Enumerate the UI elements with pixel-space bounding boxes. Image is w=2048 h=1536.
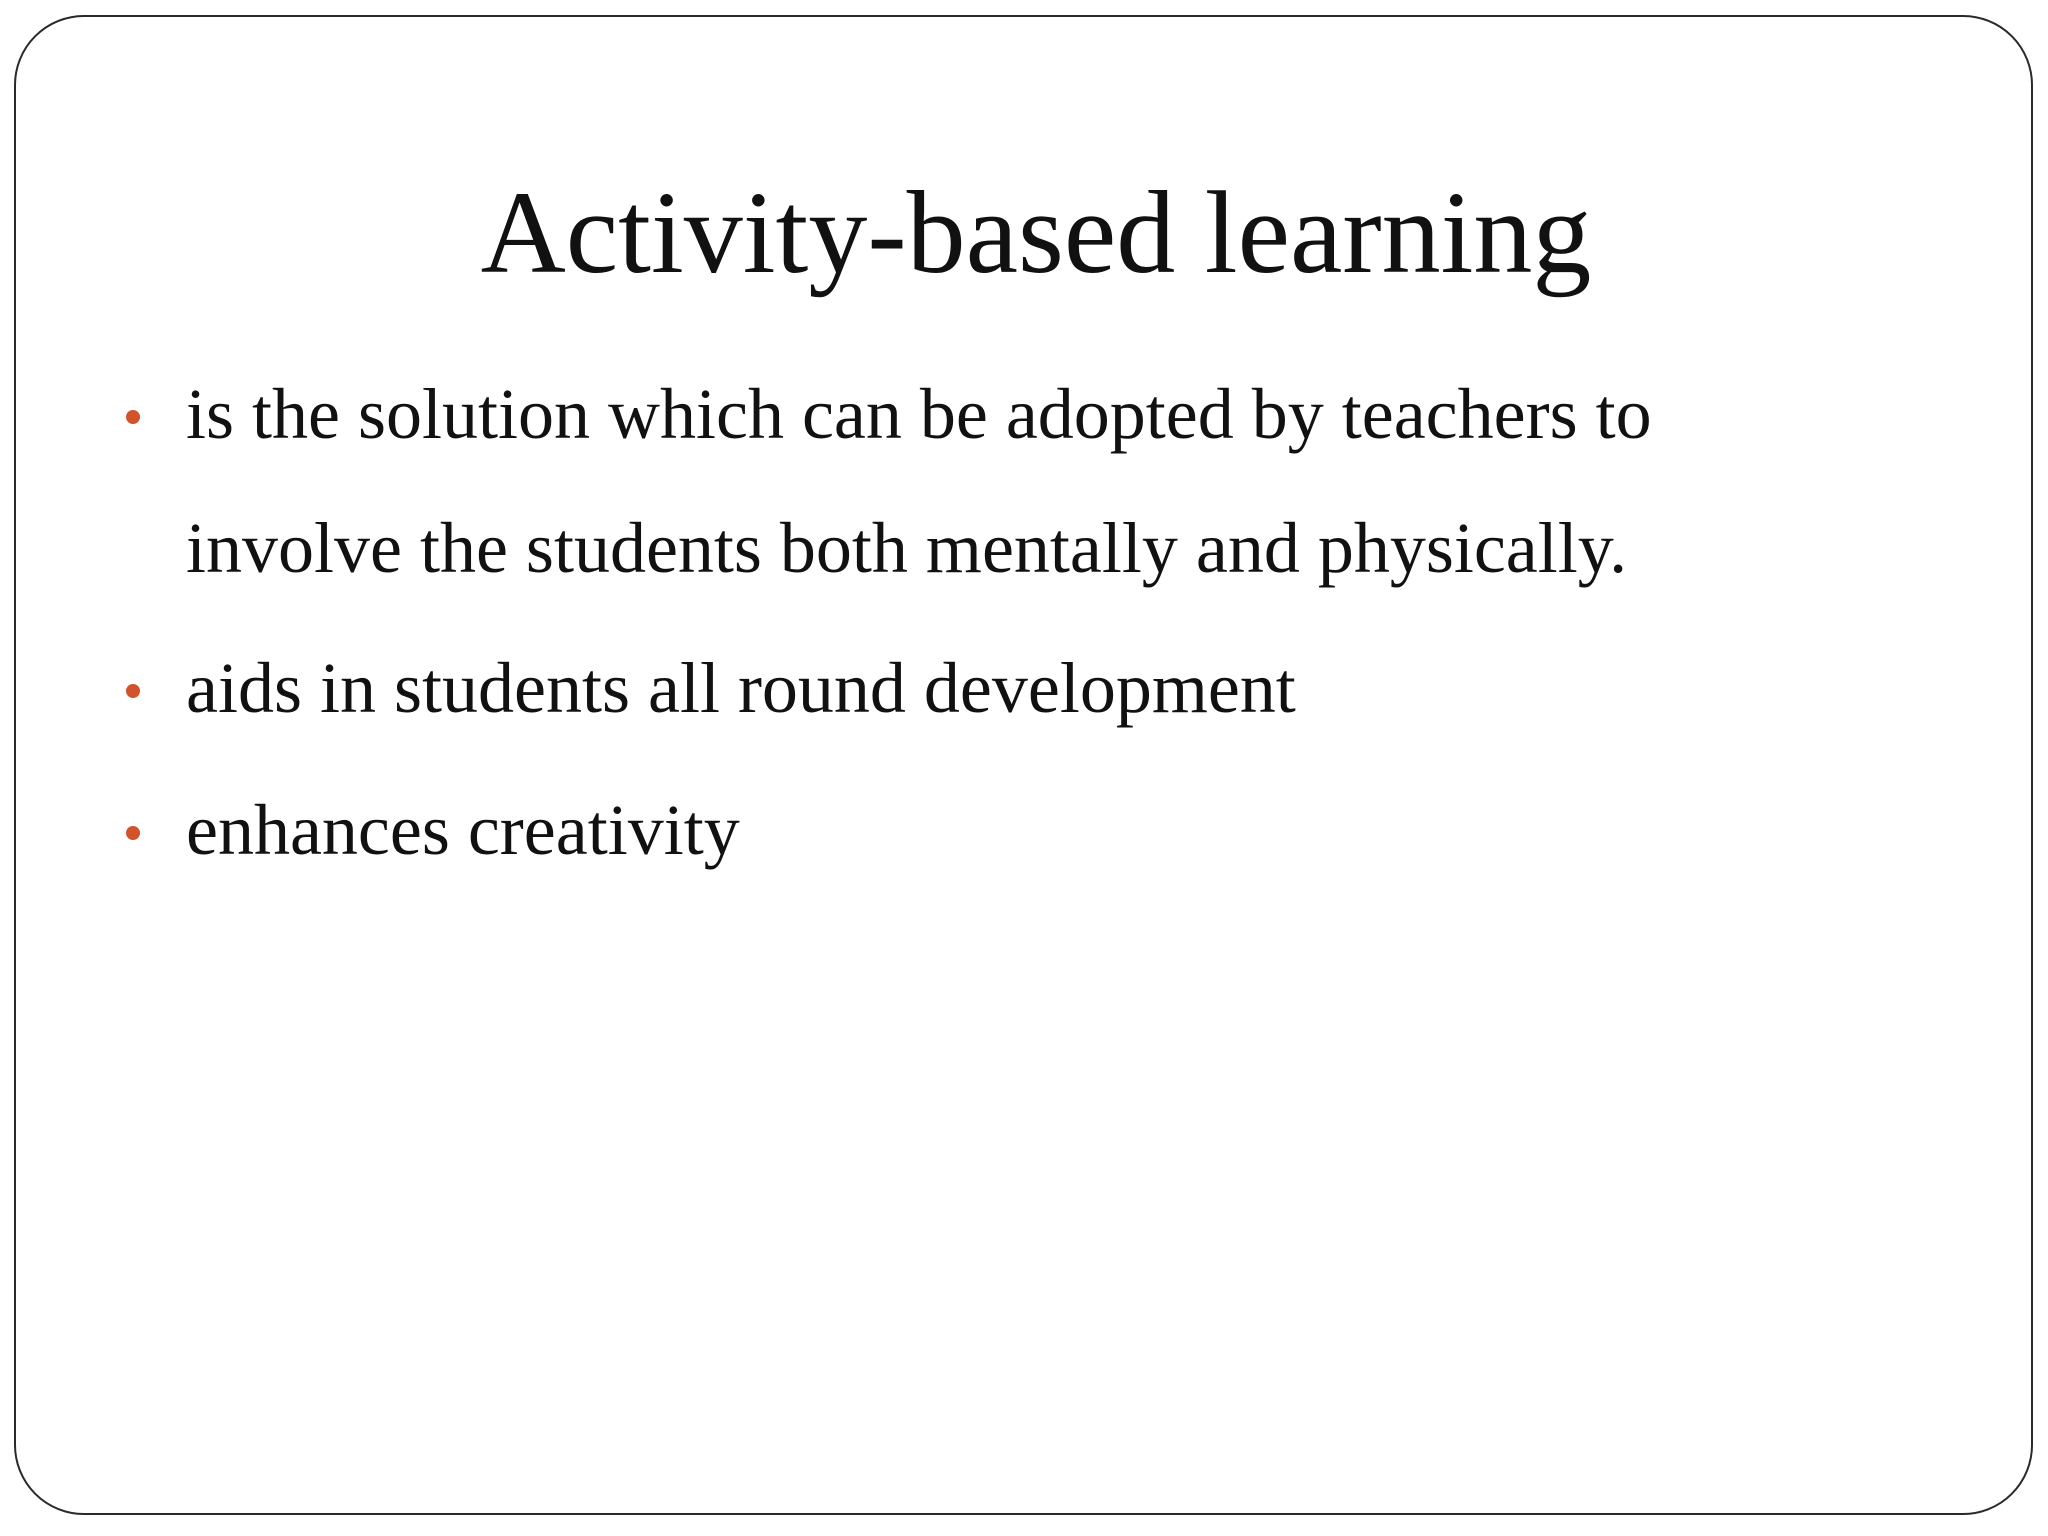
bullet-icon [126,684,140,698]
bullet-icon [126,826,140,840]
bullet-text: enhances creativity [186,790,740,870]
bullet-icon [126,410,140,424]
bullet-text: aids in students all round development [186,648,1296,728]
slide-title: Activity-based learning [480,167,1592,298]
bullet-text: is the solution which can be adopted by teachers to involve the students both mentally and physically. [186,374,1652,588]
